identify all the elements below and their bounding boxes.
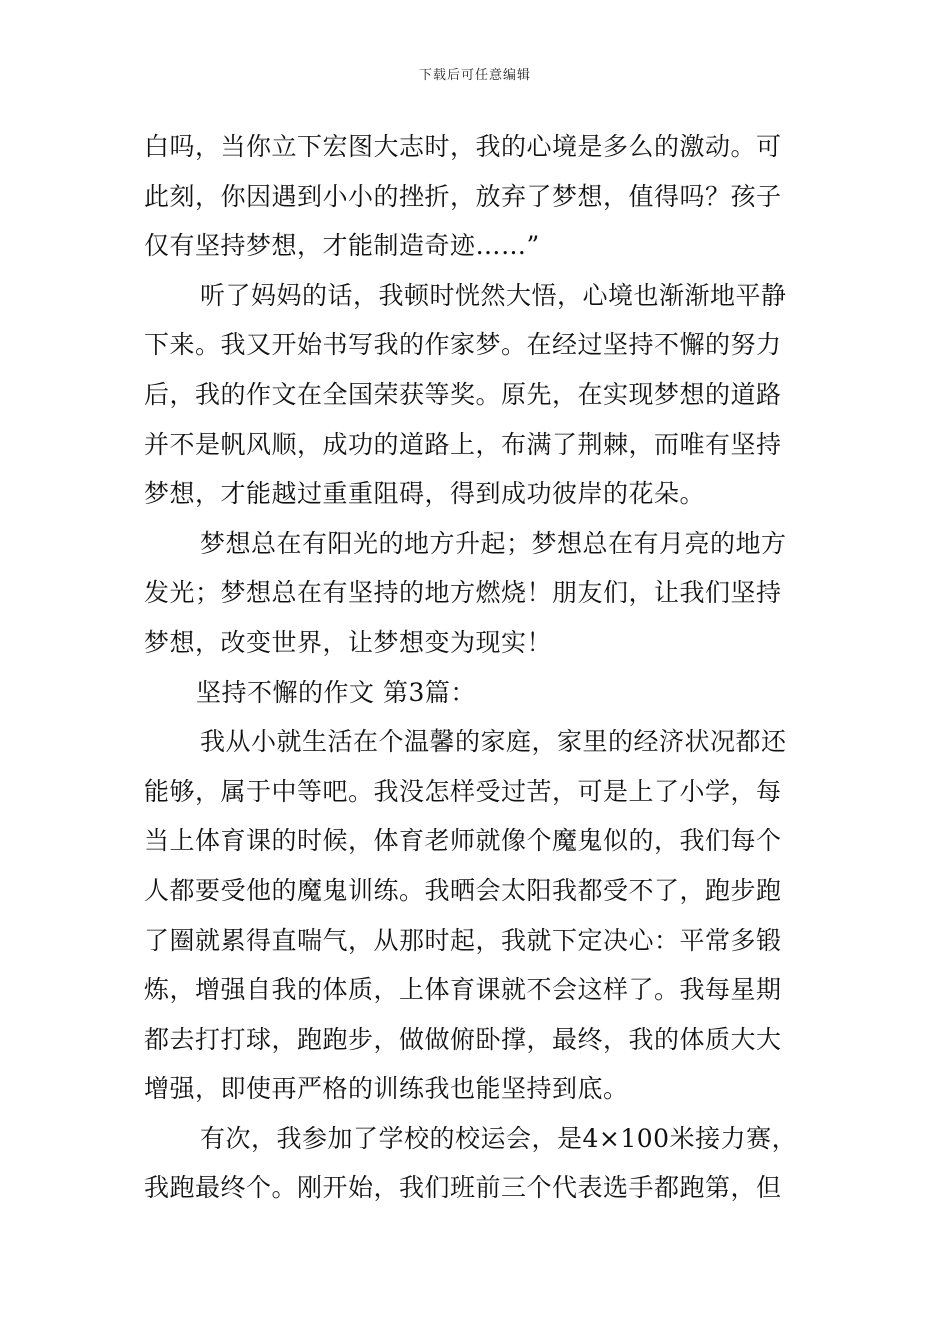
text-line: 炼，增强自我的体质，上体育课就不会这样了。我每星期 — [144, 975, 782, 1005]
document-body — [144, 122, 812, 1213]
text-line: 发光；梦想总在有坚持的地方燃烧！朋友们，让我们坚持 — [144, 578, 782, 608]
text-line: 仅有坚持梦想，才能制造奇迹……” — [144, 231, 540, 261]
text-line: 我从小就生活在个温馨的家庭，家里的经济状况都还 — [200, 727, 787, 757]
text-line: 我跑最终个。刚开始，我们班前三个代表选手都跑第，但 — [144, 1173, 782, 1203]
text-line: 都去打打球，跑跑步，做做俯卧撑，最终，我的体质大大 — [144, 1024, 782, 1054]
text-line: 梦想，改变世界，让梦想变为现实！ — [144, 627, 553, 657]
text-line: 能够，属于中等吧。我没怎样受过苦，可是上了小学，每 — [144, 776, 782, 806]
text-line: 下来。我又开始书写我的作家梦。在经过坚持不懈的努力 — [144, 330, 782, 360]
text-line: 了圈就累得直喘气，从那时起，我就下定决心：平常多锻 — [144, 925, 782, 955]
text-line: 此刻，你因遇到小小的挫折，放弃了梦想，值得吗？孩子 — [144, 181, 782, 211]
text-line: 人都要受他的魔鬼训练。我晒会太阳我都受不了，跑步跑 — [144, 875, 782, 905]
text-line: 听了妈妈的话，我顿时恍然大悟，心境也渐渐地平静 — [200, 280, 787, 310]
page-header: 下载后可任意编辑 — [418, 68, 531, 83]
text-line: 并不是帆风顺，成功的道路上，布满了荆棘，而唯有坚持 — [144, 429, 782, 459]
text-line: 梦想总在有阳光的地方升起；梦想总在有月亮的地方 — [200, 528, 787, 558]
text-line: 有次，我参加了学校的校运会，是4×100米接力赛， — [200, 1123, 798, 1153]
text-line: 增强，即使再严格的训练我也能坚持到底。 — [144, 1074, 629, 1104]
text-line: 梦想，才能越过重重阻碍，得到成功彼岸的花朵。 — [144, 479, 706, 509]
text-line: 后，我的作文在全国荣获等奖。原先，在实现梦想的道路 — [144, 379, 782, 409]
text-line: 当上体育课的时候，体育老师就像个魔鬼似的，我们每个 — [144, 826, 782, 856]
section-heading: 坚持不懈的作文 第3篇： — [196, 677, 476, 707]
text-line: 白吗，当你立下宏图大志时，我的心境是多么的激动。可 — [144, 132, 782, 161]
